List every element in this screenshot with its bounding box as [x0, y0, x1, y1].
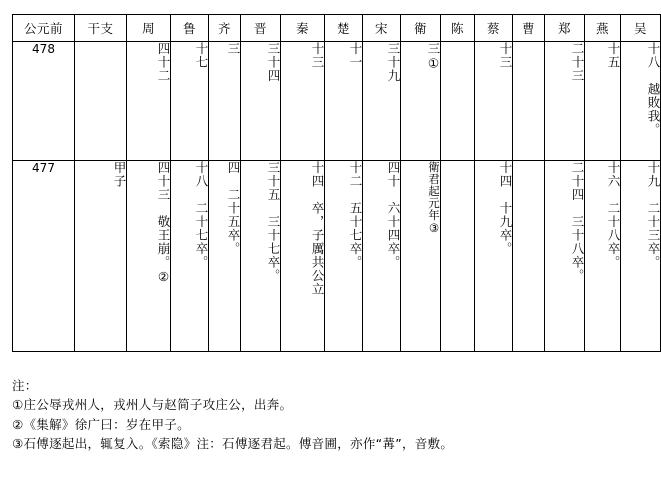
cell-wei-477: [401, 161, 441, 352]
cell-zheng-478: [545, 42, 585, 161]
cell-yan-477: [585, 161, 621, 352]
cell-text: 十五: [606, 42, 621, 69]
cell-wu-478: [621, 42, 661, 161]
table-header-row: [13, 15, 661, 42]
ganzhi-477: [75, 161, 127, 352]
column-header-wei: 衛: [401, 15, 441, 42]
footnotes-title: 注：: [12, 378, 38, 393]
cell-text: 四十 六十四卒。: [386, 161, 401, 269]
column-header-cai: 蔡: [475, 15, 513, 42]
ganzhi-478: [75, 42, 127, 161]
column-header-chen: 陈: [441, 15, 475, 42]
chronology-table: [12, 14, 661, 352]
footnotes: [12, 376, 620, 454]
cell-text: 甲子: [112, 161, 127, 188]
column-header-cao: 曹: [513, 15, 545, 42]
cell-song-478: [363, 42, 401, 161]
cell-zheng-477: [545, 161, 585, 352]
cell-text: 十一: [348, 42, 363, 69]
column-header-lu: 鲁: [171, 15, 209, 42]
cell-chu-477: [325, 161, 363, 352]
column-header-jin: 晋: [241, 15, 281, 42]
cell-lu-478: [171, 42, 209, 161]
table-row: [13, 161, 661, 352]
cell-text: 四 二十五卒。: [226, 161, 241, 256]
cell-text: 十四 十九卒。: [498, 161, 513, 256]
footnote-2: ②《集解》徐广曰：岁在甲子。: [12, 416, 190, 432]
column-header-chu: 楚: [325, 15, 363, 42]
column-header-qin: 秦: [281, 15, 325, 42]
year-477: 477: [13, 161, 75, 352]
column-header-zhou: 周: [127, 15, 171, 42]
cell-text: 十八 二十七卒。: [194, 161, 209, 269]
cell-text: 三十四: [266, 42, 281, 83]
column-header-yan: 燕: [585, 15, 621, 42]
cell-text: 二十四 三十八卒。: [570, 161, 585, 283]
cell-yan-478: [585, 42, 621, 161]
cell-text: 三①: [426, 42, 441, 72]
cell-chu-478: [325, 42, 363, 161]
cell-text: 三: [226, 42, 241, 56]
cell-text: 十四 卒，子厲共公立: [310, 161, 325, 296]
cell-text: 十九 二十三卒。: [646, 161, 661, 269]
year-478: 478: [13, 42, 75, 161]
cell-text: 十二 五十七卒。: [348, 161, 363, 269]
cell-cai-477: [475, 161, 513, 352]
footnote-3: ③石傅逐起出，辄复入。《索隐》注：石傅逐君起。傅音圃，亦作“冓”，音敷。: [12, 436, 454, 452]
column-header-qi: 齐: [209, 15, 241, 42]
cell-chen-478: [441, 42, 475, 161]
cell-qi-477: [209, 161, 241, 352]
cell-qin-477: [281, 161, 325, 352]
cell-cao-477: [513, 161, 545, 352]
cell-jin-478: [241, 42, 281, 161]
cell-wu-477: [621, 161, 661, 352]
cell-zhou-477: [127, 161, 171, 352]
column-header-song: 宋: [363, 15, 401, 42]
cell-wei-478: [401, 42, 441, 161]
cell-lu-477: [171, 161, 209, 352]
cell-cai-478: [475, 42, 513, 161]
cell-cao-478: [513, 42, 545, 161]
column-header-bc: 公元前: [13, 15, 75, 42]
cell-chen-477: [441, 161, 475, 352]
cell-text: 二十三: [570, 42, 585, 83]
cell-text: 十三: [498, 42, 513, 69]
table-row: [13, 42, 661, 161]
cell-text: 十七: [194, 42, 209, 69]
column-header-zheng: 郑: [545, 15, 585, 42]
cell-text: 四十三 敬王崩。②: [156, 161, 171, 285]
cell-text: 十八 越敗我。: [646, 42, 661, 137]
cell-song-477: [363, 161, 401, 352]
cell-text: 衛君起元年③: [427, 161, 441, 236]
cell-text: 三十九: [386, 42, 401, 83]
footnote-1: ①庄公辱戎州人，戎州人与赵简子攻庄公，出奔。: [12, 397, 293, 413]
cell-text: 十三: [310, 42, 325, 69]
cell-qin-478: [281, 42, 325, 161]
cell-text: 四十二: [156, 42, 171, 83]
cell-qi-478: [209, 42, 241, 161]
cell-text: 三十五 三十七卒。: [266, 161, 281, 283]
column-header-wu: 吴: [621, 15, 661, 42]
cell-zhou-478: [127, 42, 171, 161]
column-header-ganzhi: 干支: [75, 15, 127, 42]
cell-text: 十六 二十八卒。: [606, 161, 621, 269]
cell-jin-477: [241, 161, 281, 352]
